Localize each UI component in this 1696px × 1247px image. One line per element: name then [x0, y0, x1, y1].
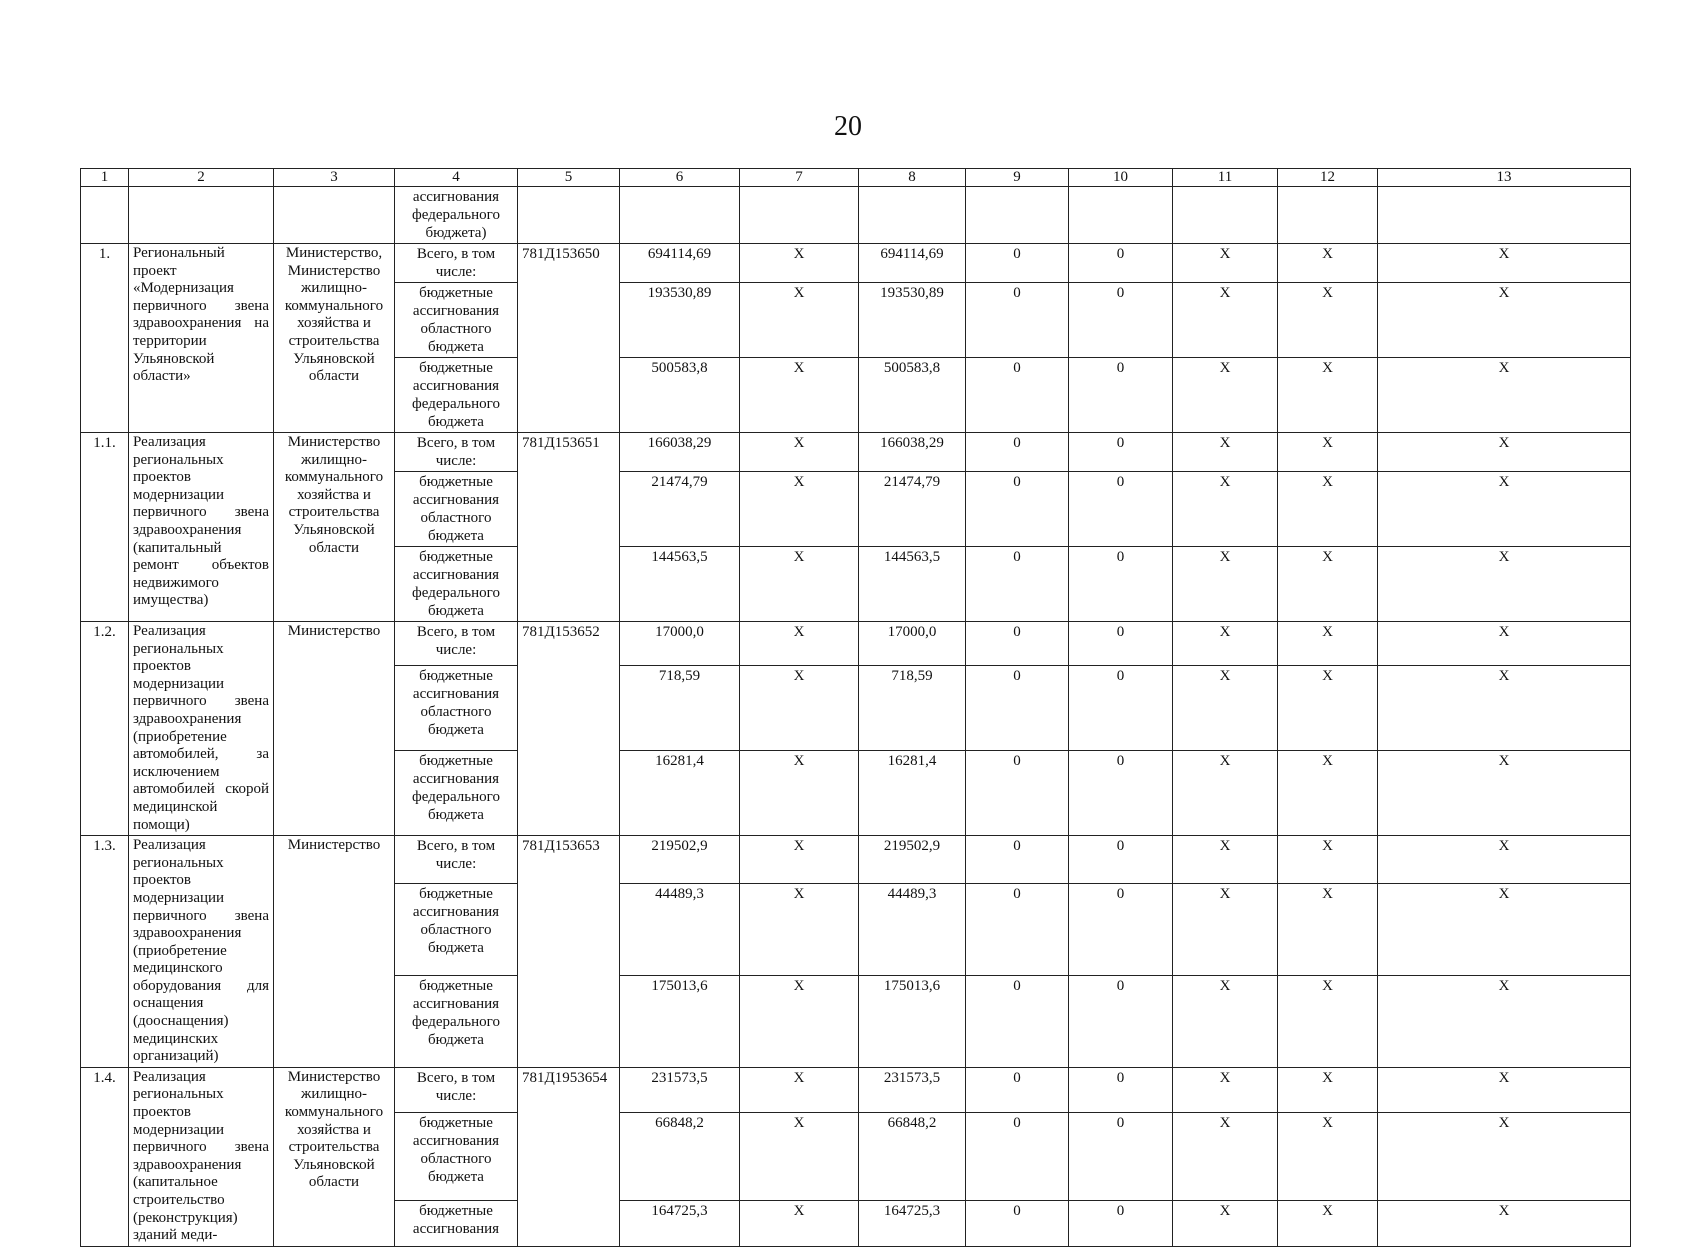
value-col-11: X [1173, 472, 1278, 547]
value-col-7: X [740, 883, 859, 975]
value-col-12: X [1278, 433, 1378, 472]
value-col-8: 694114,69 [859, 244, 966, 283]
value-col-8: 44489,3 [859, 883, 966, 975]
item-title: Реализация региональных проектов модернизации первичного звена здравоохранения (приобретение автомобилей, за исключением автомобилей скорой медицинской помощи) [129, 622, 274, 836]
value-col-6: 166038,29 [620, 433, 740, 472]
value-col-13: X [1378, 622, 1631, 666]
value-col-13: X [1378, 883, 1631, 975]
value-col-13: X [1378, 433, 1631, 472]
item-number: 1.3. [81, 836, 129, 1068]
value-col-8: 175013,6 [859, 975, 966, 1067]
item-title: Реализация региональных проектов модернизации первичного звена здравоохранения (капитальный ремонт объектов недвижимого имущества) [129, 433, 274, 622]
value-col-13: X [1378, 666, 1631, 751]
value-col-11: X [1173, 1067, 1278, 1113]
value-col-10: 0 [1069, 547, 1173, 622]
cont-cell [966, 187, 1069, 244]
funding-source: бюджетные ассигнования областного бюджета [395, 883, 518, 975]
cont-num [81, 187, 129, 244]
item-executor: Министерство, Министерство жилищно-коммунального хозяйства и строительства Ульяновской области [274, 244, 395, 433]
value-col-10: 0 [1069, 666, 1173, 751]
value-col-7: X [740, 283, 859, 358]
value-col-11: X [1173, 622, 1278, 666]
cont-cell [740, 187, 859, 244]
column-number-4: 4 [395, 169, 518, 187]
value-col-9: 0 [966, 244, 1069, 283]
funding-source: бюджетные ассигнования областного бюджета [395, 1113, 518, 1201]
value-col-11: X [1173, 666, 1278, 751]
value-col-11: X [1173, 751, 1278, 836]
funding-source: бюджетные ассигнования федерального бюджета [395, 751, 518, 836]
value-col-9: 0 [966, 1201, 1069, 1247]
value-col-12: X [1278, 883, 1378, 975]
value-col-10: 0 [1069, 433, 1173, 472]
value-col-12: X [1278, 547, 1378, 622]
cont-cell [620, 187, 740, 244]
value-col-8: 219502,9 [859, 836, 966, 884]
funding-source: бюджетные ассигнования федерального бюджета [395, 547, 518, 622]
value-col-10: 0 [1069, 1113, 1173, 1201]
value-col-6: 17000,0 [620, 622, 740, 666]
budget-code: 781Д1953654 [518, 1067, 620, 1246]
group-3-row-0 [81, 836, 1631, 884]
value-col-7: X [740, 975, 859, 1067]
value-col-8: 17000,0 [859, 622, 966, 666]
value-col-13: X [1378, 547, 1631, 622]
value-col-9: 0 [966, 975, 1069, 1067]
cont-cell [1069, 187, 1173, 244]
value-col-7: X [740, 244, 859, 283]
value-col-8: 231573,5 [859, 1067, 966, 1113]
funding-source: бюджетные ассигнования областного бюджета [395, 283, 518, 358]
value-col-11: X [1173, 244, 1278, 283]
column-number-1: 1 [81, 169, 129, 187]
value-col-10: 0 [1069, 244, 1173, 283]
value-col-12: X [1278, 666, 1378, 751]
value-col-6: 694114,69 [620, 244, 740, 283]
value-col-13: X [1378, 358, 1631, 433]
value-col-7: X [740, 751, 859, 836]
cont-cell [1278, 187, 1378, 244]
funding-source: Всего, в том числе: [395, 244, 518, 283]
funding-source: Всего, в том числе: [395, 622, 518, 666]
column-number-5: 5 [518, 169, 620, 187]
column-number-11: 11 [1173, 169, 1278, 187]
item-number: 1.4. [81, 1067, 129, 1246]
funding-source: бюджетные ассигнования [395, 1201, 518, 1247]
group-1-row-0 [81, 433, 1631, 472]
budget-code: 781Д153651 [518, 433, 620, 622]
item-number: 1.2. [81, 622, 129, 836]
cont-executor [274, 187, 395, 244]
value-col-9: 0 [966, 472, 1069, 547]
value-col-6: 144563,5 [620, 547, 740, 622]
value-col-7: X [740, 358, 859, 433]
value-col-9: 0 [966, 883, 1069, 975]
value-col-12: X [1278, 283, 1378, 358]
value-col-13: X [1378, 472, 1631, 547]
group-4-row-0 [81, 1067, 1631, 1113]
value-col-9: 0 [966, 1113, 1069, 1201]
column-number-9: 9 [966, 169, 1069, 187]
value-col-13: X [1378, 836, 1631, 884]
value-col-13: X [1378, 1067, 1631, 1113]
value-col-11: X [1173, 1201, 1278, 1247]
funding-source: бюджетные ассигнования федерального бюджета [395, 975, 518, 1067]
value-col-8: 16281,4 [859, 751, 966, 836]
value-col-9: 0 [966, 622, 1069, 666]
group-2-row-0 [81, 622, 1631, 666]
item-executor: Министерство [274, 836, 395, 1068]
value-col-10: 0 [1069, 283, 1173, 358]
value-col-7: X [740, 622, 859, 666]
cont-cell [1173, 187, 1278, 244]
value-col-8: 66848,2 [859, 1113, 966, 1201]
column-number-13: 13 [1378, 169, 1631, 187]
value-col-8: 164725,3 [859, 1201, 966, 1247]
value-col-7: X [740, 472, 859, 547]
funding-source: Всего, в том числе: [395, 433, 518, 472]
value-col-11: X [1173, 1113, 1278, 1201]
value-col-8: 21474,79 [859, 472, 966, 547]
cont-cell [859, 187, 966, 244]
budget-code: 781Д153652 [518, 622, 620, 836]
value-col-7: X [740, 433, 859, 472]
value-col-7: X [740, 1201, 859, 1247]
value-col-10: 0 [1069, 883, 1173, 975]
value-col-6: 44489,3 [620, 883, 740, 975]
column-number-3: 3 [274, 169, 395, 187]
item-executor: Министерство жилищно-коммунального хозяйства и строительства Ульяновской области [274, 433, 395, 622]
item-executor: Министерство [274, 622, 395, 836]
column-number-6: 6 [620, 169, 740, 187]
value-col-12: X [1278, 1067, 1378, 1113]
value-col-8: 193530,89 [859, 283, 966, 358]
value-col-6: 16281,4 [620, 751, 740, 836]
value-col-10: 0 [1069, 358, 1173, 433]
value-col-6: 21474,79 [620, 472, 740, 547]
group-0-row-0 [81, 244, 1631, 283]
cont-title [129, 187, 274, 244]
funding-source: бюджетные ассигнования областного бюджета [395, 666, 518, 751]
column-number-2: 2 [129, 169, 274, 187]
item-executor: Министерство жилищно-коммунального хозяйства и строительства Ульяновской области [274, 1067, 395, 1246]
item-number: 1. [81, 244, 129, 433]
value-col-10: 0 [1069, 1067, 1173, 1113]
item-number: 1.1. [81, 433, 129, 622]
value-col-7: X [740, 1067, 859, 1113]
value-col-6: 219502,9 [620, 836, 740, 884]
value-col-11: X [1173, 975, 1278, 1067]
value-col-10: 0 [1069, 622, 1173, 666]
value-col-8: 166038,29 [859, 433, 966, 472]
item-title: Реализация региональных проектов модернизации первичного звена здравоохранения (приобретение медицинского оборудования для оснащения (дооснащения) медицинских организаций) [129, 836, 274, 1068]
value-col-12: X [1278, 751, 1378, 836]
value-col-9: 0 [966, 836, 1069, 884]
item-title: Реализация региональных проектов модернизации первичного звена здравоохранения (капитальное строительство (реконструкция) зданий меди- [129, 1067, 274, 1246]
value-col-7: X [740, 547, 859, 622]
column-number-10: 10 [1069, 169, 1173, 187]
value-col-12: X [1278, 244, 1378, 283]
value-col-11: X [1173, 433, 1278, 472]
value-col-12: X [1278, 472, 1378, 547]
value-col-11: X [1173, 883, 1278, 975]
value-col-6: 175013,6 [620, 975, 740, 1067]
value-col-10: 0 [1069, 472, 1173, 547]
value-col-13: X [1378, 1201, 1631, 1247]
budget-code: 781Д153650 [518, 244, 620, 433]
cont-source: ассигнования федерального бюджета) [395, 187, 518, 244]
funding-source: бюджетные ассигнования областного бюджета [395, 472, 518, 547]
value-col-6: 193530,89 [620, 283, 740, 358]
value-col-6: 66848,2 [620, 1113, 740, 1201]
value-col-11: X [1173, 358, 1278, 433]
cont-cell [1378, 187, 1631, 244]
value-col-6: 164725,3 [620, 1201, 740, 1247]
value-col-13: X [1378, 244, 1631, 283]
value-col-9: 0 [966, 433, 1069, 472]
budget-allocation-table [80, 168, 1631, 1247]
value-col-6: 718,59 [620, 666, 740, 751]
column-number-7: 7 [740, 169, 859, 187]
value-col-6: 500583,8 [620, 358, 740, 433]
value-col-9: 0 [966, 358, 1069, 433]
value-col-13: X [1378, 751, 1631, 836]
value-col-11: X [1173, 283, 1278, 358]
value-col-9: 0 [966, 547, 1069, 622]
value-col-9: 0 [966, 283, 1069, 358]
value-col-9: 0 [966, 751, 1069, 836]
cont-cell [518, 187, 620, 244]
value-col-12: X [1278, 358, 1378, 433]
column-number-8: 8 [859, 169, 966, 187]
budget-code: 781Д153653 [518, 836, 620, 1068]
value-col-7: X [740, 1113, 859, 1201]
value-col-13: X [1378, 1113, 1631, 1201]
column-number-row [81, 169, 1631, 187]
value-col-12: X [1278, 836, 1378, 884]
value-col-13: X [1378, 283, 1631, 358]
item-title: Региональный проект «Модернизация первичного звена здравоохранения на территории Ульяновской области» [129, 244, 274, 433]
value-col-12: X [1278, 975, 1378, 1067]
value-col-13: X [1378, 975, 1631, 1067]
page-number: 20 [834, 111, 862, 142]
value-col-10: 0 [1069, 751, 1173, 836]
value-col-9: 0 [966, 666, 1069, 751]
value-col-8: 500583,8 [859, 358, 966, 433]
value-col-12: X [1278, 1113, 1378, 1201]
value-col-8: 144563,5 [859, 547, 966, 622]
value-col-10: 0 [1069, 975, 1173, 1067]
value-col-10: 0 [1069, 836, 1173, 884]
continuation-row [81, 187, 1631, 244]
value-col-6: 231573,5 [620, 1067, 740, 1113]
funding-source: Всего, в том числе: [395, 1067, 518, 1113]
value-col-11: X [1173, 836, 1278, 884]
funding-source: Всего, в том числе: [395, 836, 518, 884]
funding-source: бюджетные ассигнования федерального бюджета [395, 358, 518, 433]
value-col-8: 718,59 [859, 666, 966, 751]
value-col-11: X [1173, 547, 1278, 622]
column-number-12: 12 [1278, 169, 1378, 187]
value-col-9: 0 [966, 1067, 1069, 1113]
value-col-12: X [1278, 1201, 1378, 1247]
value-col-7: X [740, 666, 859, 751]
value-col-12: X [1278, 622, 1378, 666]
value-col-7: X [740, 836, 859, 884]
value-col-10: 0 [1069, 1201, 1173, 1247]
